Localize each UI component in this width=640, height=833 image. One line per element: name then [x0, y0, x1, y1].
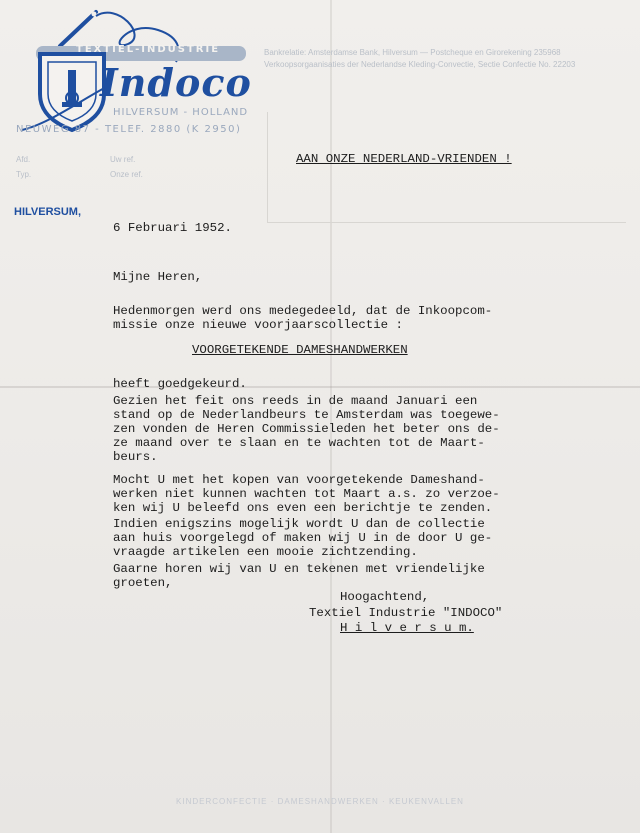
signature-company: Textiel Industrie "INDOCO": [309, 606, 503, 620]
recipient-line: AAN ONZE NEDERLAND-VRIENDEN !: [296, 152, 512, 166]
paragraph-6-line-1: Gaarne horen wij van U en tekenen met vriendelijke: [113, 562, 485, 576]
address-window: [267, 112, 626, 223]
brand-name: Indoco: [100, 60, 252, 105]
ref-label-dept: Afd.: [16, 155, 31, 164]
letterhead-address: NEUWEG 87 - TELEF. 2880 (K 2950): [16, 124, 242, 135]
ref-label-typist: Typ.: [16, 170, 32, 179]
paragraph-3-line-1: Gezien het feit ons reeds in de maand Januari een: [113, 394, 478, 408]
paragraph-4-line-3: ken wij U beleefd ons even een berichtje te zenden.: [113, 501, 493, 515]
letterhead-city: HILVERSUM - HOLLAND: [113, 107, 249, 118]
ref-label-your-ref: Uw ref.: [110, 155, 136, 164]
paragraph-2: heeft goedgekeurd.: [113, 377, 247, 391]
paragraph-5-line-2: aan huis voorgelegd of maken wij U in de door U ge-: [113, 531, 493, 545]
paragraph-3-line-5: beurs.: [113, 450, 158, 464]
paragraph-1-line-2: missie onze nieuwe voorjaarscollectie :: [113, 318, 403, 332]
paragraph-4-line-2: werken niet kunnen wachten tot Maart a.s. zo verzoe-: [113, 487, 500, 501]
salutation: Mijne Heren,: [113, 270, 203, 284]
closing: Hoogachtend,: [340, 590, 430, 604]
collection-title: VOORGETEKENDE DAMESHANDWERKEN: [192, 343, 408, 357]
paragraph-3-line-2: stand op de Nederlandbeurs te Amsterdam was toegewe-: [113, 408, 500, 422]
letterhead-footer: KINDERCONFECTIE · DAMESHANDWERKEN · KEUKENVALLEN: [176, 797, 464, 806]
bank-details-line-1: Bankrelatie: Amsterdamse Bank, Hilversum — Postcheque en Girorekening 235968: [264, 48, 561, 57]
signature-city: H i l v e r s u m.: [340, 621, 474, 635]
letter-date: 6 Februari 1952.: [113, 221, 232, 235]
paragraph-4-line-1: Mocht U met het kopen van voorgetekende Dameshand-: [113, 473, 485, 487]
paragraph-3-line-4: ze maand over te slaan en te wachten tot de Maart-: [113, 436, 485, 450]
place-label: HILVERSUM,: [14, 206, 82, 218]
paragraph-5-line-1: Indien enigszins mogelijk wordt U dan de collectie: [113, 517, 485, 531]
paragraph-5-line-3: vraagde artikelen een mooie zichtzending.: [113, 545, 418, 559]
letterhead-banner: TEXTIEL-INDUSTRIE: [76, 44, 221, 55]
paper-fold-horizontal: [0, 386, 640, 388]
paragraph-3-line-3: zen vonden de Heren Commissieleden het beter ons de-: [113, 422, 500, 436]
bank-details-line-2: Verkoopsorgaanisaties der Nederlandse Kleding-Convectie, Sectie Confectie No. 22203: [264, 60, 576, 69]
paragraph-1-line-1: Hedenmorgen werd ons medegedeeld, dat de Inkoopcom-: [113, 304, 493, 318]
paragraph-6-line-2: groeten,: [113, 576, 173, 590]
ref-label-our-ref: Onze ref.: [110, 170, 143, 179]
